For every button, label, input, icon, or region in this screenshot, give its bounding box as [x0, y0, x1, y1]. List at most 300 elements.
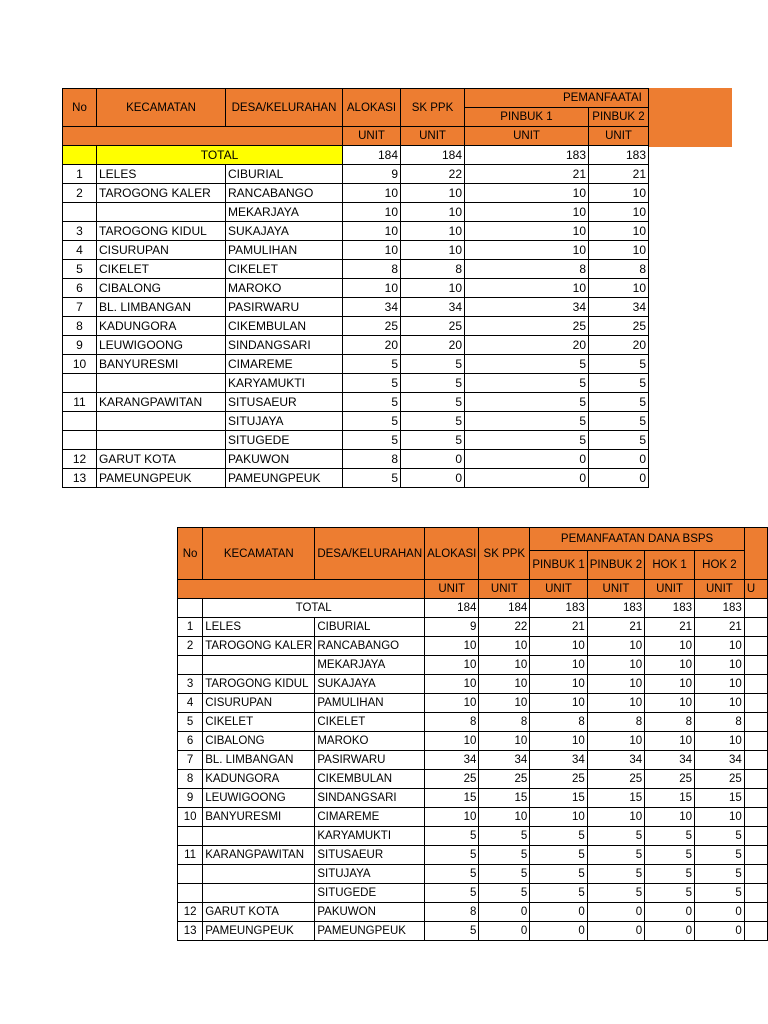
cell-sk: 5 [401, 431, 465, 450]
cell-sk: 34 [479, 751, 530, 770]
cell-alokasi: 10 [425, 656, 479, 675]
cell-kec: TAROGONG KIDUL [203, 675, 315, 694]
cell-h2: 5 [694, 884, 744, 903]
cell-sk: 5 [401, 355, 465, 374]
table-row [63, 260, 649, 279]
cell-p2: 10 [587, 675, 644, 694]
header-no: No [63, 89, 97, 127]
cell-no: 5 [63, 260, 97, 279]
cut-cell [744, 884, 767, 903]
cell-h2: 5 [694, 827, 744, 846]
table-row [178, 694, 768, 713]
cell-sk: 5 [479, 865, 530, 884]
cell-no: 8 [63, 317, 97, 336]
cell-kec [97, 431, 226, 450]
cell-p1: 5 [530, 827, 587, 846]
cell-alokasi: 9 [343, 165, 401, 184]
cell-kec: TAROGONG KALER [203, 637, 315, 656]
header-sk-ppk: SK PPK [401, 89, 465, 127]
cell-h1: 10 [645, 675, 695, 694]
cell-h1: 5 [645, 884, 695, 903]
cell-p2: 10 [589, 203, 649, 222]
cell-h2: 5 [694, 865, 744, 884]
table-row [178, 808, 768, 827]
cell-no: 13 [63, 469, 97, 488]
cell-sk: 22 [479, 618, 530, 637]
cell-p2: 5 [589, 374, 649, 393]
cut-cell [744, 656, 767, 675]
header-pinbuk-1: PINBUK 1 [530, 551, 587, 580]
cell-alokasi: 5 [343, 355, 401, 374]
cut-cell [744, 713, 767, 732]
cell-no: 11 [63, 393, 97, 412]
cell-alokasi: 25 [343, 317, 401, 336]
cell-kec [97, 412, 226, 431]
cell-desa: SITUGEDE [315, 884, 425, 903]
cell-alokasi: 5 [425, 846, 479, 865]
cell-p1: 0 [530, 922, 587, 941]
cell-kec: CIBALONG [97, 279, 226, 298]
cell-desa: MEKARJAYA [226, 203, 343, 222]
total-row [178, 599, 768, 618]
table-row [63, 412, 649, 431]
cell-kec: KARANGPAWITAN [97, 393, 226, 412]
cell-p1: 34 [530, 751, 587, 770]
table-row [178, 751, 768, 770]
header-desa: DESA/KELURAHAN [226, 89, 343, 127]
cell-sk: 22 [401, 165, 465, 184]
cut-cell [744, 922, 767, 941]
cell-p1: 0 [465, 469, 589, 488]
table-row [63, 317, 649, 336]
cell-alokasi: 5 [343, 412, 401, 431]
cell-desa: SITUJAYA [315, 865, 425, 884]
cell-desa: MAROKO [226, 279, 343, 298]
cell-h2: 8 [694, 713, 744, 732]
cell-desa: MAROKO [315, 732, 425, 751]
cell-alokasi: 10 [425, 732, 479, 751]
total-pinbuk-1: 183 [530, 599, 587, 618]
cell-no: 8 [178, 770, 203, 789]
header-unit: UNIT [530, 580, 587, 599]
table-row [63, 203, 649, 222]
cell-no: 1 [63, 165, 97, 184]
cell-p2: 5 [589, 431, 649, 450]
cell-p2: 10 [589, 184, 649, 203]
cell-p1: 0 [530, 903, 587, 922]
cell-h1: 25 [645, 770, 695, 789]
table-row [178, 827, 768, 846]
cell-h2: 10 [694, 732, 744, 751]
cell-kec [97, 203, 226, 222]
cell-p2: 5 [587, 846, 644, 865]
cell-desa: CIKEMBULAN [226, 317, 343, 336]
cell-sk: 0 [401, 450, 465, 469]
table-row [178, 732, 768, 751]
header-unit: UNIT [465, 127, 589, 146]
cut-cell [744, 732, 767, 751]
cell-p2: 20 [589, 336, 649, 355]
cell-no [178, 884, 203, 903]
cell-h2: 10 [694, 675, 744, 694]
cell-alokasi: 34 [425, 751, 479, 770]
total-alokasi: 184 [425, 599, 479, 618]
cell-sk: 10 [401, 222, 465, 241]
cell-p1: 8 [465, 260, 589, 279]
header-unit: UNIT [587, 580, 644, 599]
cell-h2: 10 [694, 656, 744, 675]
cell-p2: 10 [589, 241, 649, 260]
cell-no: 13 [178, 922, 203, 941]
cell-p2: 15 [587, 789, 644, 808]
cell-p2: 10 [587, 732, 644, 751]
cell-no: 6 [63, 279, 97, 298]
cell-kec: CISURUPAN [97, 241, 226, 260]
cell-desa: CIBURIAL [315, 618, 425, 637]
header-hok-2: HOK 2 [694, 551, 744, 580]
cell-p1: 21 [465, 165, 589, 184]
cut-cell [744, 827, 767, 846]
cell-desa: SITUGEDE [226, 431, 343, 450]
cell-h2: 34 [694, 751, 744, 770]
header-hok-1: HOK 1 [645, 551, 695, 580]
cell-sk: 25 [401, 317, 465, 336]
cell-h1: 10 [645, 694, 695, 713]
cell-alokasi: 10 [343, 184, 401, 203]
cell-sk: 10 [479, 694, 530, 713]
header-pemanfaatan: PEMANFAATAI [465, 89, 649, 108]
cell-desa: PASIRWARU [226, 298, 343, 317]
cell-no: 3 [178, 675, 203, 694]
cell-desa: RANCABANGO [315, 637, 425, 656]
cell-no: 7 [178, 751, 203, 770]
cell-p1: 10 [465, 222, 589, 241]
cell-h2: 0 [694, 922, 744, 941]
table-row [63, 393, 649, 412]
cell-desa: KARYAMUKTI [315, 827, 425, 846]
cell-no: 7 [63, 298, 97, 317]
header-unit-cut: U [744, 580, 767, 599]
header-unit-blank [63, 127, 343, 146]
cell-alokasi: 5 [425, 884, 479, 903]
table-row [178, 846, 768, 865]
cell-p1: 5 [530, 884, 587, 903]
cell-no: 9 [178, 789, 203, 808]
cell-p2: 5 [589, 393, 649, 412]
cut-cell [744, 618, 767, 637]
cell-p2: 5 [587, 827, 644, 846]
total-no-cell [63, 146, 97, 165]
cell-p2: 25 [589, 317, 649, 336]
header-pinbuk-2: PINBUK 2 [587, 551, 644, 580]
cell-alokasi: 25 [425, 770, 479, 789]
cell-h1: 10 [645, 808, 695, 827]
cell-h1: 15 [645, 789, 695, 808]
cell-p2: 0 [587, 903, 644, 922]
cell-sk: 5 [479, 827, 530, 846]
cell-p2: 5 [589, 412, 649, 431]
header-unit: UNIT [425, 580, 479, 599]
cell-h2: 10 [694, 637, 744, 656]
cell-p1: 5 [465, 393, 589, 412]
table-row [63, 279, 649, 298]
cell-desa: SITUSAEUR [315, 846, 425, 865]
cell-p1: 8 [530, 713, 587, 732]
header-kecamatan: KECAMATAN [203, 528, 315, 580]
cell-p1: 10 [465, 203, 589, 222]
cell-alokasi: 10 [425, 675, 479, 694]
cell-kec: BL. LIMBANGAN [97, 298, 226, 317]
allocation-table-bottom [177, 527, 768, 941]
cell-desa: RANCABANGO [226, 184, 343, 203]
cell-alokasi: 10 [425, 808, 479, 827]
cut-cell [744, 694, 767, 713]
cell-desa: PAMEUNGPEUK [315, 922, 425, 941]
cell-h1: 0 [645, 903, 695, 922]
total-no-cell [178, 599, 203, 618]
table-row [63, 450, 649, 469]
header-alokasi: ALOKASI [425, 528, 479, 580]
cell-p2: 10 [589, 222, 649, 241]
cell-desa: SITUJAYA [226, 412, 343, 431]
cell-p1: 5 [465, 355, 589, 374]
header-kecamatan: KECAMATAN [97, 89, 226, 127]
cell-p1: 10 [530, 675, 587, 694]
cell-kec: GARUT KOTA [203, 903, 315, 922]
cell-kec: KARANGPAWITAN [203, 846, 315, 865]
header-cut-column [744, 528, 767, 580]
cell-p1: 25 [465, 317, 589, 336]
header-unit: UNIT [694, 580, 744, 599]
cut-cell [744, 599, 767, 618]
cell-desa: PASIRWARU [315, 751, 425, 770]
cell-h2: 25 [694, 770, 744, 789]
table-row [178, 637, 768, 656]
cell-alokasi: 5 [425, 865, 479, 884]
cell-alokasi: 5 [425, 827, 479, 846]
cell-sk: 0 [401, 469, 465, 488]
cell-p2: 10 [587, 694, 644, 713]
total-row [63, 146, 649, 165]
cell-kec: LELES [203, 618, 315, 637]
table-row [178, 884, 768, 903]
cell-sk: 25 [479, 770, 530, 789]
table-row [63, 336, 649, 355]
cell-no [63, 431, 97, 450]
cell-no: 1 [178, 618, 203, 637]
cell-desa: CIKELET [226, 260, 343, 279]
cell-desa: CIMAREME [226, 355, 343, 374]
cell-h2: 15 [694, 789, 744, 808]
cell-p2: 21 [589, 165, 649, 184]
cell-sk: 10 [401, 241, 465, 260]
cut-cell [744, 846, 767, 865]
cell-sk: 10 [479, 675, 530, 694]
cell-no: 12 [63, 450, 97, 469]
cell-kec [97, 374, 226, 393]
cell-desa: KARYAMUKTI [226, 374, 343, 393]
cell-sk: 20 [401, 336, 465, 355]
cell-no [178, 656, 203, 675]
cell-p1: 10 [530, 694, 587, 713]
cell-h2: 5 [694, 846, 744, 865]
cell-p1: 10 [530, 808, 587, 827]
cell-p2: 0 [587, 922, 644, 941]
cell-kec: CIKELET [203, 713, 315, 732]
cut-cell [744, 637, 767, 656]
cell-p1: 5 [465, 431, 589, 450]
cell-sk: 5 [401, 393, 465, 412]
cell-desa: CIKELET [315, 713, 425, 732]
table-row [63, 431, 649, 450]
cell-no [178, 827, 203, 846]
cell-p1: 0 [465, 450, 589, 469]
cell-kec: TAROGONG KALER [97, 184, 226, 203]
table-row [178, 713, 768, 732]
cell-sk: 0 [479, 922, 530, 941]
table-row [178, 656, 768, 675]
cell-p2: 10 [589, 279, 649, 298]
cell-sk: 8 [479, 713, 530, 732]
table-row [178, 922, 768, 941]
cell-desa: SUKAJAYA [315, 675, 425, 694]
cell-alokasi: 10 [343, 203, 401, 222]
table-row [63, 469, 649, 488]
cell-h1: 10 [645, 637, 695, 656]
cell-kec: BL. LIMBANGAN [203, 751, 315, 770]
cut-cell [744, 751, 767, 770]
table-row [63, 241, 649, 260]
cell-p1: 10 [465, 184, 589, 203]
header-unit: UNIT [479, 580, 530, 599]
cell-no [178, 865, 203, 884]
cell-sk: 10 [401, 203, 465, 222]
cell-no: 5 [178, 713, 203, 732]
cell-desa: MEKARJAYA [315, 656, 425, 675]
cell-kec [203, 865, 315, 884]
cut-cell [744, 865, 767, 884]
cell-desa: PAKUWON [226, 450, 343, 469]
table-row [63, 222, 649, 241]
cell-p1: 10 [530, 656, 587, 675]
cut-cell [744, 789, 767, 808]
cell-sk: 5 [401, 374, 465, 393]
cell-sk: 5 [479, 884, 530, 903]
cell-kec: PAMEUNGPEUK [203, 922, 315, 941]
cell-sk: 0 [479, 903, 530, 922]
cell-no: 9 [63, 336, 97, 355]
cell-p1: 20 [465, 336, 589, 355]
cell-h1: 5 [645, 846, 695, 865]
cell-desa: CIMAREME [315, 808, 425, 827]
header-sk-ppk: SK PPK [479, 528, 530, 580]
cell-p2: 10 [587, 808, 644, 827]
cell-p1: 15 [530, 789, 587, 808]
cell-p2: 34 [587, 751, 644, 770]
cell-kec: CIKELET [97, 260, 226, 279]
header-unit-blank [178, 580, 425, 599]
cut-cell [744, 675, 767, 694]
total-sk-ppk: 184 [401, 146, 465, 165]
cell-p1: 5 [465, 412, 589, 431]
cell-desa: PAMULIHAN [315, 694, 425, 713]
cell-sk: 8 [401, 260, 465, 279]
cell-p2: 10 [587, 637, 644, 656]
total-hok-1: 183 [645, 599, 695, 618]
cell-no: 10 [63, 355, 97, 374]
cell-no: 2 [63, 184, 97, 203]
header-alokasi: ALOKASI [343, 89, 401, 127]
table-row [178, 675, 768, 694]
cell-p2: 34 [589, 298, 649, 317]
total-label: TOTAL [97, 146, 343, 165]
cell-desa: SINDANGSARI [226, 336, 343, 355]
header-pinbuk-2: PINBUK 2 [589, 108, 649, 127]
cell-no: 11 [178, 846, 203, 865]
cell-p1: 10 [530, 637, 587, 656]
cell-p2: 0 [589, 450, 649, 469]
cell-p2: 5 [589, 355, 649, 374]
cell-no [63, 412, 97, 431]
cell-h2: 0 [694, 903, 744, 922]
cell-alokasi: 5 [343, 431, 401, 450]
cell-p2: 5 [587, 884, 644, 903]
header-pinbuk-1: PINBUK 1 [465, 108, 589, 127]
cell-p2: 0 [589, 469, 649, 488]
cell-h1: 8 [645, 713, 695, 732]
cell-h1: 10 [645, 656, 695, 675]
cell-p2: 21 [587, 618, 644, 637]
total-hok-2: 183 [694, 599, 744, 618]
cell-kec [203, 884, 315, 903]
cell-desa: SUKAJAYA [226, 222, 343, 241]
cell-desa: CIBURIAL [226, 165, 343, 184]
cell-alokasi: 5 [425, 922, 479, 941]
cell-no [63, 374, 97, 393]
cell-p2: 8 [587, 713, 644, 732]
cut-cell [744, 770, 767, 789]
cell-kec [203, 656, 315, 675]
cell-alokasi: 10 [425, 694, 479, 713]
cell-kec: LELES [97, 165, 226, 184]
header-desa: DESA/KELURAHAN [315, 528, 425, 580]
header-unit: UNIT [645, 580, 695, 599]
cell-no: 10 [178, 808, 203, 827]
cell-alokasi: 8 [343, 450, 401, 469]
cell-alokasi: 10 [343, 241, 401, 260]
cell-kec: BANYURESMI [203, 808, 315, 827]
cell-p1: 10 [465, 279, 589, 298]
cell-sk: 10 [479, 808, 530, 827]
cell-kec: CISURUPAN [203, 694, 315, 713]
cell-p1: 10 [465, 241, 589, 260]
cell-alokasi: 5 [343, 393, 401, 412]
cell-h2: 10 [694, 808, 744, 827]
table-row [178, 903, 768, 922]
cell-no: 2 [178, 637, 203, 656]
table-row [63, 184, 649, 203]
cell-kec: KADUNGORA [203, 770, 315, 789]
cell-no: 6 [178, 732, 203, 751]
cell-p1: 5 [465, 374, 589, 393]
total-pinbuk-2: 183 [589, 146, 649, 165]
header-unit: UNIT [589, 127, 649, 146]
cell-alokasi: 20 [343, 336, 401, 355]
cell-sk: 10 [479, 637, 530, 656]
header-no: No [178, 528, 203, 580]
table-row [63, 165, 649, 184]
total-label: TOTAL [203, 599, 425, 618]
